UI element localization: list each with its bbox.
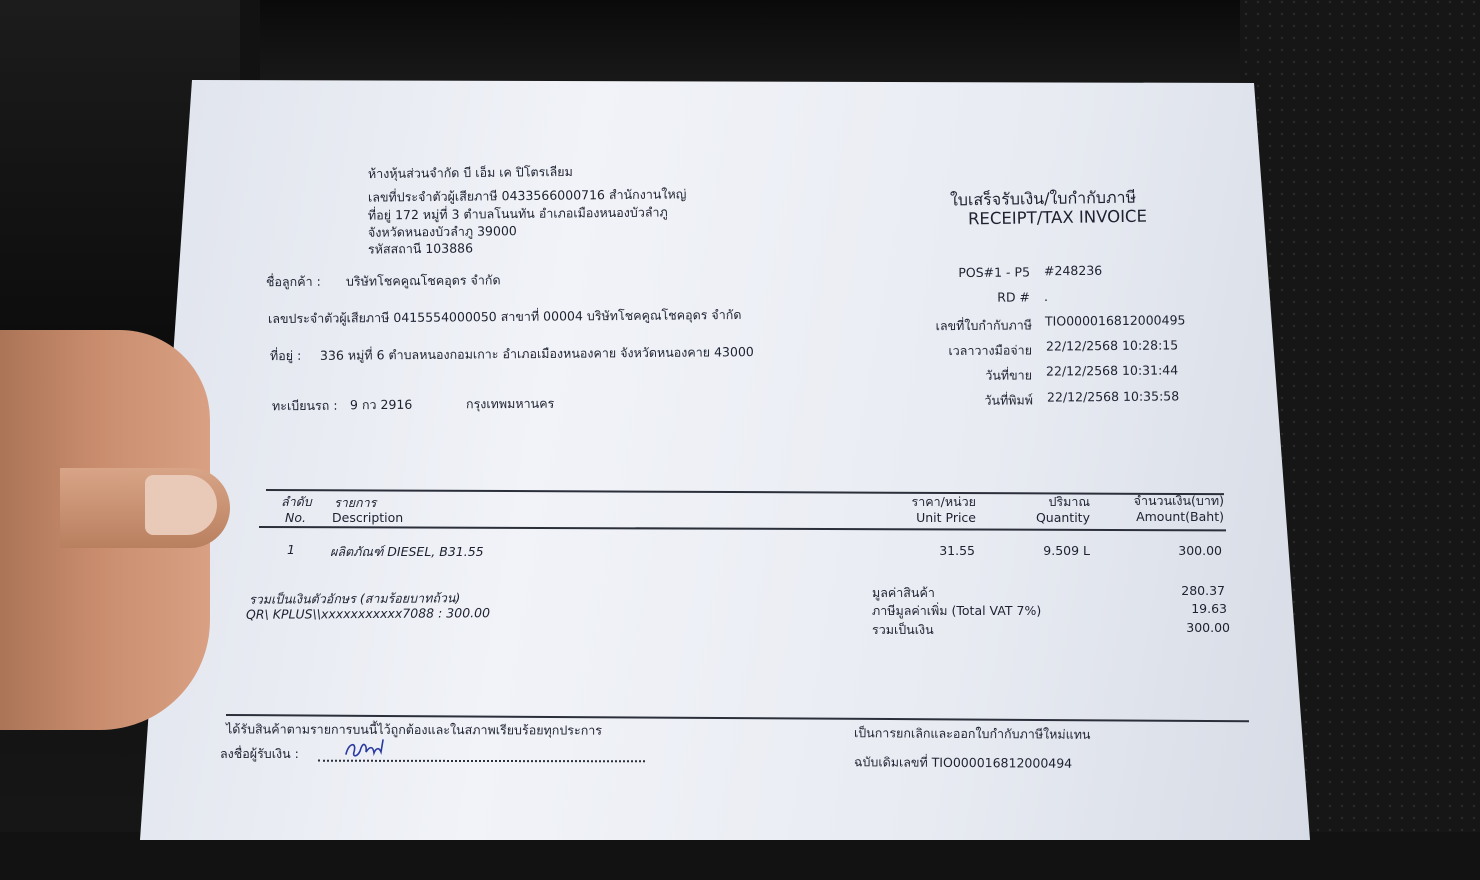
col-price-th: ราคา/หน่วย [911,494,976,509]
vat-value: 19.63 [1191,601,1227,616]
receipt-title-thai: ใบเสร็จรับเงิน/ใบกำกับภาษี [949,187,1137,210]
row-amount: 300.00 [1178,543,1222,558]
col-no-en: No. [285,510,306,525]
seller-tax-id: เลขที่ประจำตัวผู้เสียภาษี 0433566000716 สำนักงานใหญ่ [367,186,687,205]
info-value-rd: . [1043,288,1049,305]
col-no-th: ลำดับ [281,494,312,509]
car-console [260,0,1240,90]
received-statement: ได้รับสินค้าตามรายการบนนี้ไว้ถูกต้องและในสภาพเรียบร้อยทุกประการ [225,721,603,738]
col-price-en: Unit Price [916,510,976,525]
goods-value: 280.37 [1181,583,1225,598]
thumbnail [145,475,217,535]
replacement-note: เป็นการยกเลิกและออกใบกำกับภาษีใหม่แทน [853,725,1091,742]
row-quantity: 9.509 L [1043,543,1090,558]
row-no: 1 [287,542,295,557]
info-value-nozzle-time: 22/12/2568 10:28:15 [1045,337,1179,354]
info-label-tax-invoice: เลขที่ใบกำกับภาษี [935,317,1033,334]
info-label-print-date: วันที่พิมพ์ [984,392,1034,408]
info-value-sale-date: 22/12/2568 10:31:44 [1045,362,1179,379]
grand-total-label: รวมเป็นเงิน [872,622,934,637]
plate-province: กรุงเทพมหานคร [465,395,555,412]
customer-tax-id: เลขประจำตัวผู้เสียภาษี 0415554000050 สาขาที่ 00004 บริษัทโชคคูณโชคอุดร จำกัด [267,306,742,327]
info-value-print-date: 22/12/2568 10:35:58 [1046,388,1180,405]
total-in-words: รวมเป็นเงินตัวอักษร (สามร้อยบาทถ้วน) [248,590,461,607]
col-desc-en: Description [332,510,404,525]
customer-name: บริษัทโชคคูณโชคอุดร จำกัด [345,272,501,289]
customer-name-label: ชื่อลูกค้า : [265,273,321,290]
col-qty-th: ปริมาณ [1048,494,1090,509]
handwritten-signature [343,732,391,762]
vat-label: ภาษีมูลค่าเพิ่ม (Total VAT 7%) [872,603,1042,618]
plate-number: 9 กว 2916 [349,396,413,413]
info-label-nozzle-time: เวลาวางมือจ่าย [948,342,1033,359]
info-value-pos: #248236 [1043,262,1103,279]
col-amount-en: Amount(Baht) [1136,509,1224,524]
original-invoice-number: ฉบับเดิมเลขที่ TIO000016812000494 [853,754,1073,771]
plate-label: ทะเบียนรถ : [271,397,338,414]
seller-address-1: ที่อยู่ 172 หมู่ที่ 3 ตำบลโนนทัน อำเภอเมืองหนองบัวลำภู [367,204,668,223]
col-amount-th: จำนวนเงิน(บาท) [1133,493,1224,508]
seller-address-2: จังหวัดหนองบัวลำภู 39000 [367,223,517,240]
goods-value-label: มูลค่าสินค้า [872,585,935,600]
payment-method: QR\ KPLUS\\xxxxxxxxxxx7088 : 300.00 [245,605,491,622]
receipt-title-english: RECEIPT/TAX INVOICE [967,206,1148,229]
grand-total-value: 300.00 [1186,620,1230,635]
signature-label: ลงชื่อผู้รับเงิน : [220,746,299,761]
info-label-rd: RD # [997,289,1031,305]
info-value-tax-invoice: TIO000016812000495 [1044,312,1186,329]
col-desc-th: รายการ [334,495,377,510]
info-label-sale-date: วันที่ขาย [985,367,1033,383]
seller-name: ห้างหุ้นส่วนจำกัด บี เอ็ม เค ปิโตรเลียม [367,163,573,182]
seller-station-code: รหัสสถานี 103886 [367,240,474,257]
col-qty-en: Quantity [1035,510,1090,525]
row-description: ผลิตภัณฑ์ DIESEL, B31.55 [330,544,484,559]
customer-address-label: ที่อยู่ : [269,347,302,364]
row-unit-price: 31.55 [939,543,975,558]
customer-address: 336 หมู่ที่ 6 ตำบลหนองกอมเกาะ อำเภอเมืองหนองคาย จังหวัดหนองคาย 43000 [319,344,754,363]
info-label-pos: POS#1 - P5 [958,264,1031,281]
